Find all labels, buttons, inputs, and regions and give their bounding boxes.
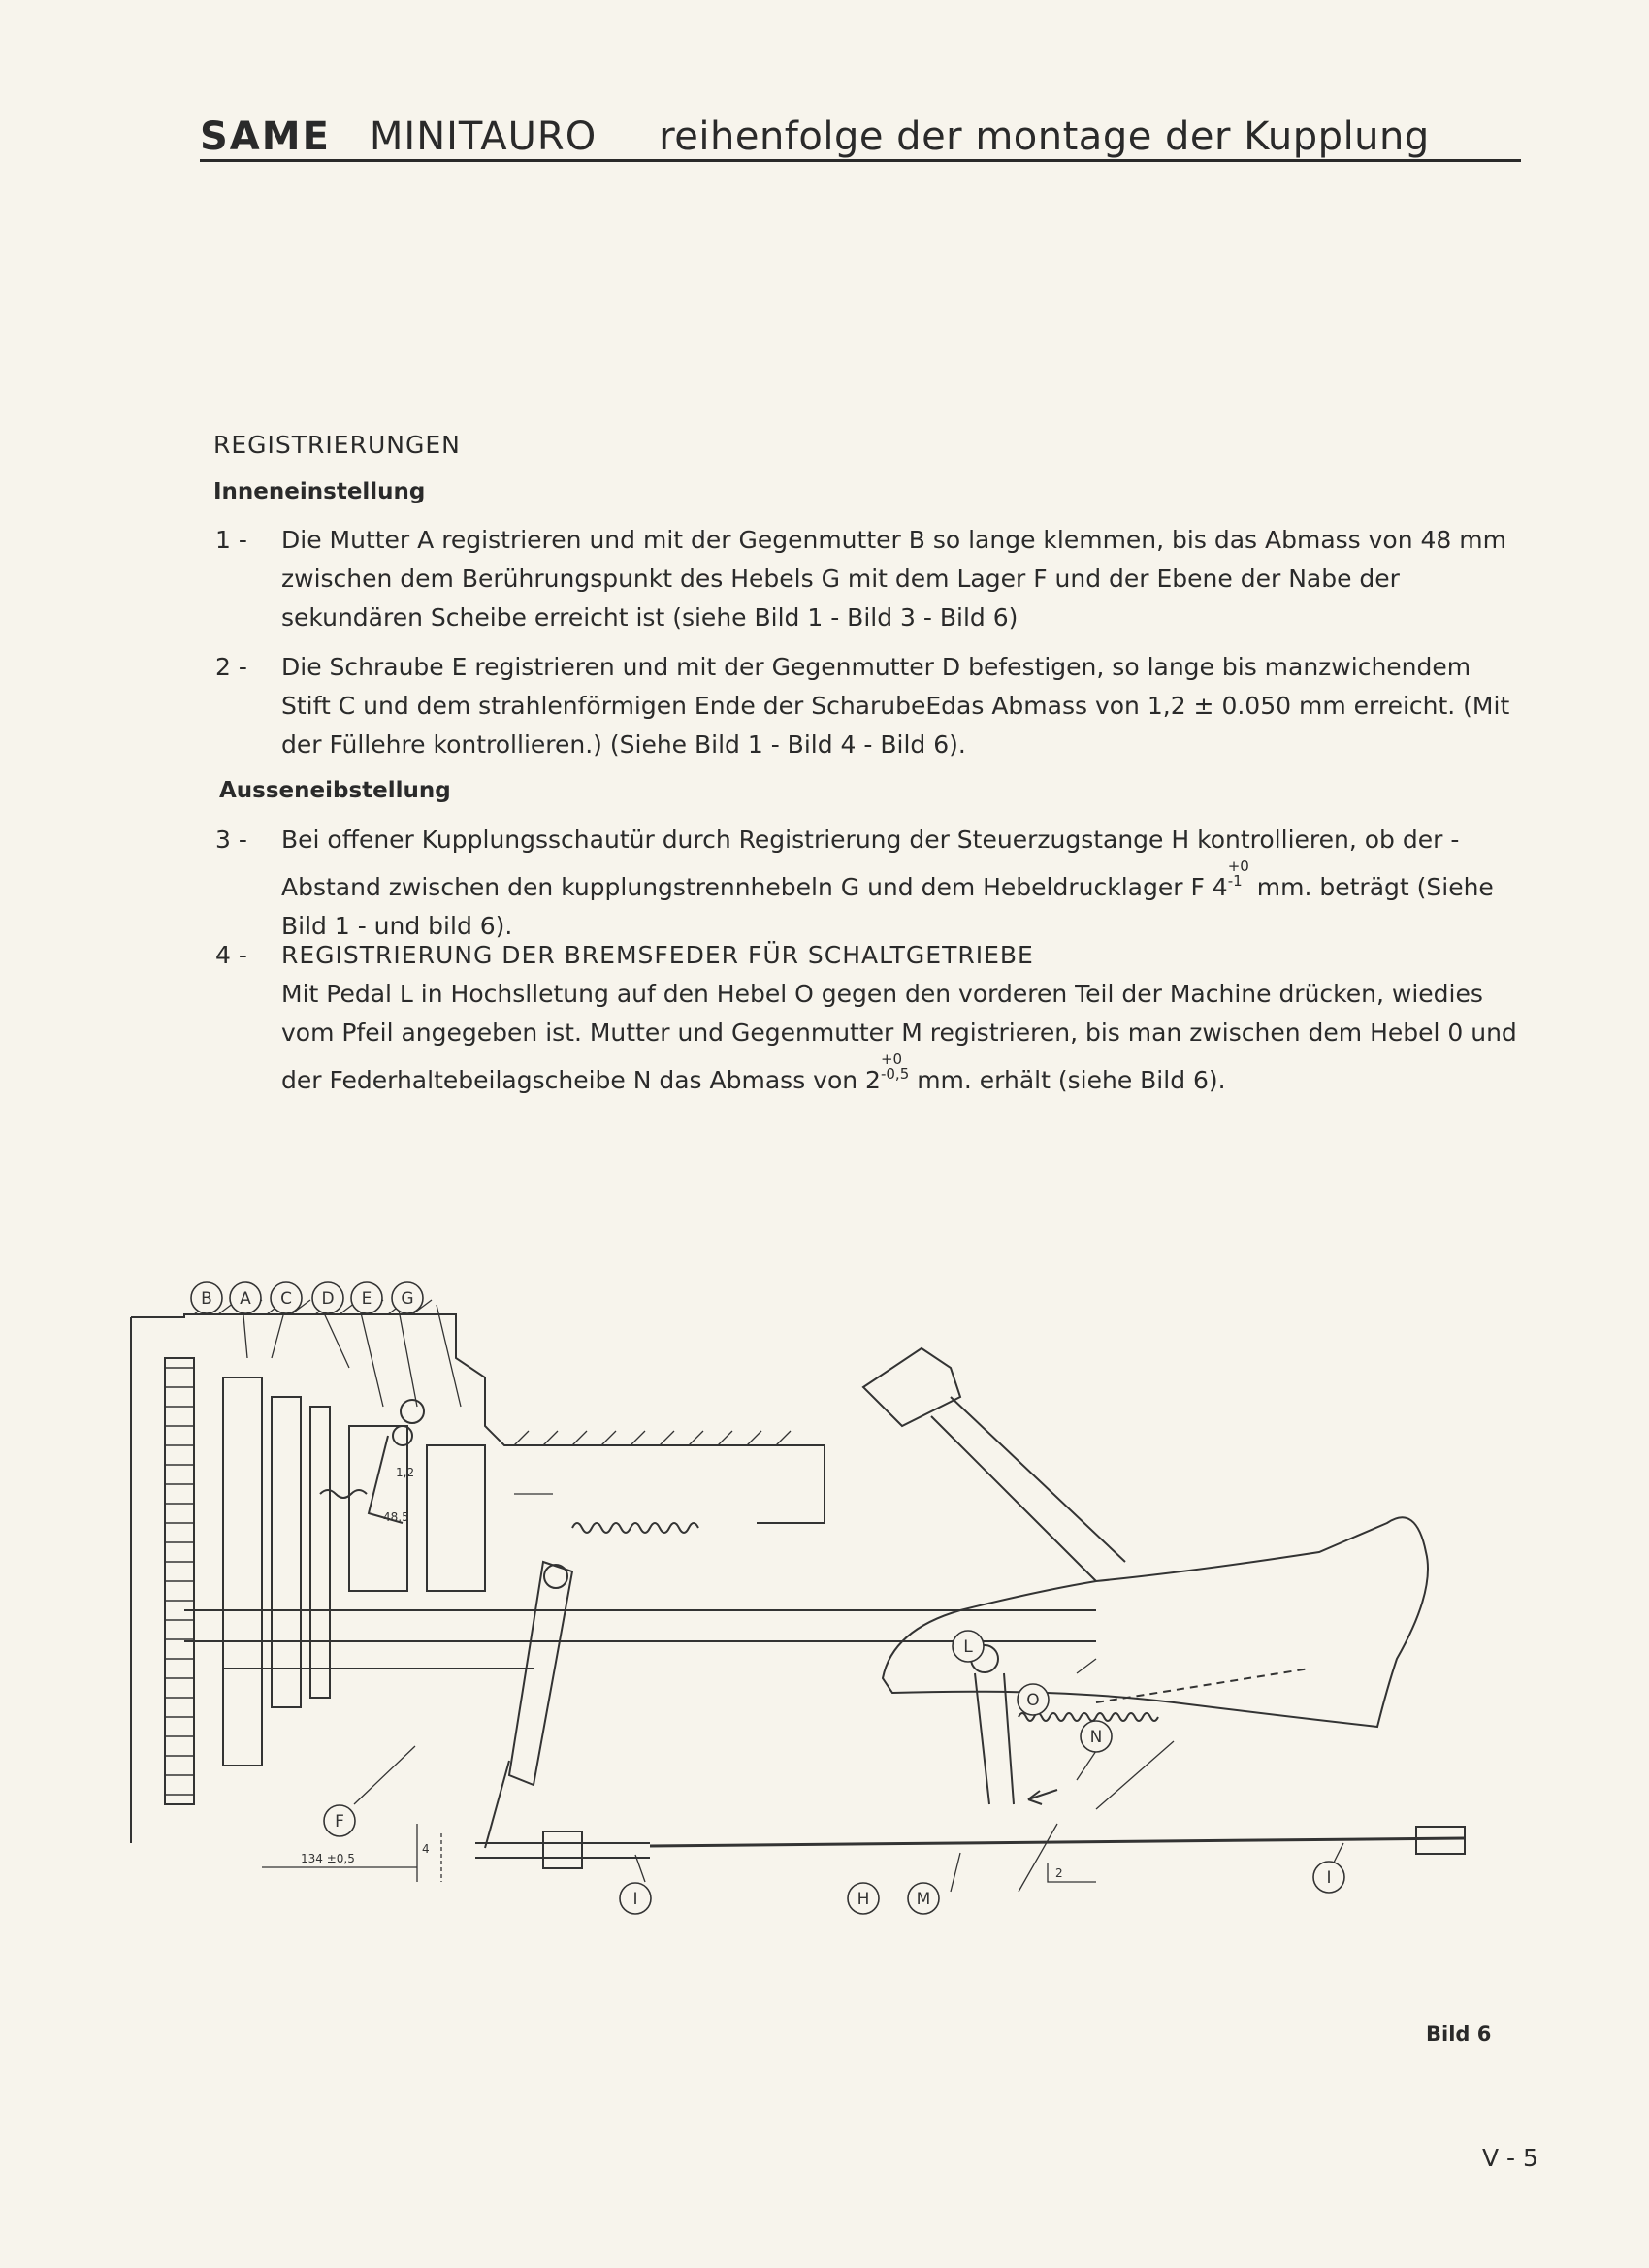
model-name: MINITAURO: [369, 114, 598, 159]
page-header: [200, 89, 1521, 162]
callout-n: N: [1089, 1728, 1103, 1747]
sub-heading-inner: Inneneinstellung: [213, 479, 426, 504]
callout-a: A: [240, 1289, 251, 1309]
item-text: Bei offener Kupplungsschautür durch Registrierung der Steuerzugstange H kontrollieren, ob der - Abstand zwischen den kupplungstrennhebeln G und dem Hebeldrucklager F 4+0 -1 mm. beträgt (Siehe Bild 1 - und bild 6).: [281, 826, 1494, 940]
dim-134: 134 ±0,5: [301, 1852, 355, 1865]
callout-m: M: [916, 1890, 931, 1909]
item-number: 3 -: [215, 826, 247, 854]
dim-2: 2: [1055, 1866, 1063, 1880]
callout-g: G: [401, 1289, 414, 1309]
flywheel-gear: [165, 1368, 194, 1795]
list-item-3: [215, 821, 1525, 940]
list-item-4: [215, 936, 1525, 1101]
section-title: REGISTRIERUNGEN: [213, 431, 461, 459]
tolerance-lower: -0,5: [880, 1065, 910, 1083]
list-item-1: [215, 521, 1525, 637]
tolerance-lower: -1: [1227, 872, 1243, 890]
release-spring: [572, 1523, 698, 1533]
callout-h: H: [857, 1890, 870, 1909]
item-number: 1 -: [215, 526, 247, 554]
item-text: Die Mutter A registrieren und mit der Gegenmutter B so lange klemmen, bis das Abmass von 48 mm zwischen dem Berührungspunkt des Hebels G mit dem Lager F und der Ebene der Nabe der sekundären Scheibe erreicht ist (siehe Bild 1 - Bild 3 - Bild 6): [281, 526, 1506, 632]
item-number: 4 -: [215, 941, 247, 969]
clutch-diagram: [126, 1261, 1542, 2037]
callout-o: O: [1026, 1691, 1040, 1710]
brand-name: SAME: [200, 114, 331, 159]
callout-e: E: [361, 1289, 372, 1309]
tolerance-upper: +0: [880, 1051, 903, 1068]
control-rod: [475, 1843, 650, 1858]
tolerance-upper: +0: [1227, 858, 1249, 875]
dim-48-5: 48,5: [383, 1510, 409, 1524]
callout-circles: [191, 1282, 1344, 1914]
dim-1-2: 1,2: [396, 1466, 415, 1479]
callout-i-left: I: [632, 1890, 638, 1909]
callout-l: L: [963, 1637, 973, 1657]
figure-caption: Bild 6: [1426, 2023, 1492, 2046]
dim-4: 4: [422, 1842, 430, 1856]
callout-i-right: I: [1326, 1868, 1332, 1888]
page-subtitle: reihenfolge der montage der Kupplung: [659, 114, 1430, 159]
callout-f: F: [335, 1812, 344, 1831]
item-text: REGISTRIERUNG DER BREMSFEDER FÜR SCHALTGETRIEBE Mit Pedal L in Hochslletung auf den Hebel O gegen den vorderen Teil der Machine drücken, wiedies vom Pfeil angegeben ist. Mutter und Gegenmutter M registrieren, bis man zwischen dem Hebel 0 und der Federhaltebeilagscheibe N das Abmass von 2+0 -0,5 mm. erhält (siehe Bild 6).: [281, 941, 1517, 1094]
release-lever: [509, 1562, 572, 1785]
housing-outline: [131, 1314, 824, 1523]
page-number: V - 5: [1482, 2144, 1538, 2172]
clutch-drawing: [126, 1261, 1542, 2037]
item-text: Die Schraube E registrieren und mit der Gegenmutter D befestigen, so lange bis manzwichendem Stift C und dem strahlenförmigen Ende der ScharubeEdas Abmass von 1,2 ± 0.050 mm erreicht. (Mit der Füllehre kontrollieren.) (Siehe Bild 1 - Bild 4 - Bild 6).: [281, 653, 1510, 759]
item-heading: REGISTRIERUNG DER BREMSFEDER FÜR SCHALTGETRIEBE: [281, 941, 1034, 969]
pedal-pad: [863, 1348, 960, 1426]
pedal-l: [883, 1517, 1428, 1727]
lever-o: [975, 1673, 1014, 1804]
item-number: 2 -: [215, 653, 247, 681]
list-item-2: [215, 648, 1525, 764]
callout-d: D: [321, 1289, 335, 1309]
sub-heading-outer: Ausseneibstellung: [219, 778, 451, 803]
callout-b: B: [201, 1289, 212, 1309]
callout-c: C: [280, 1289, 292, 1309]
